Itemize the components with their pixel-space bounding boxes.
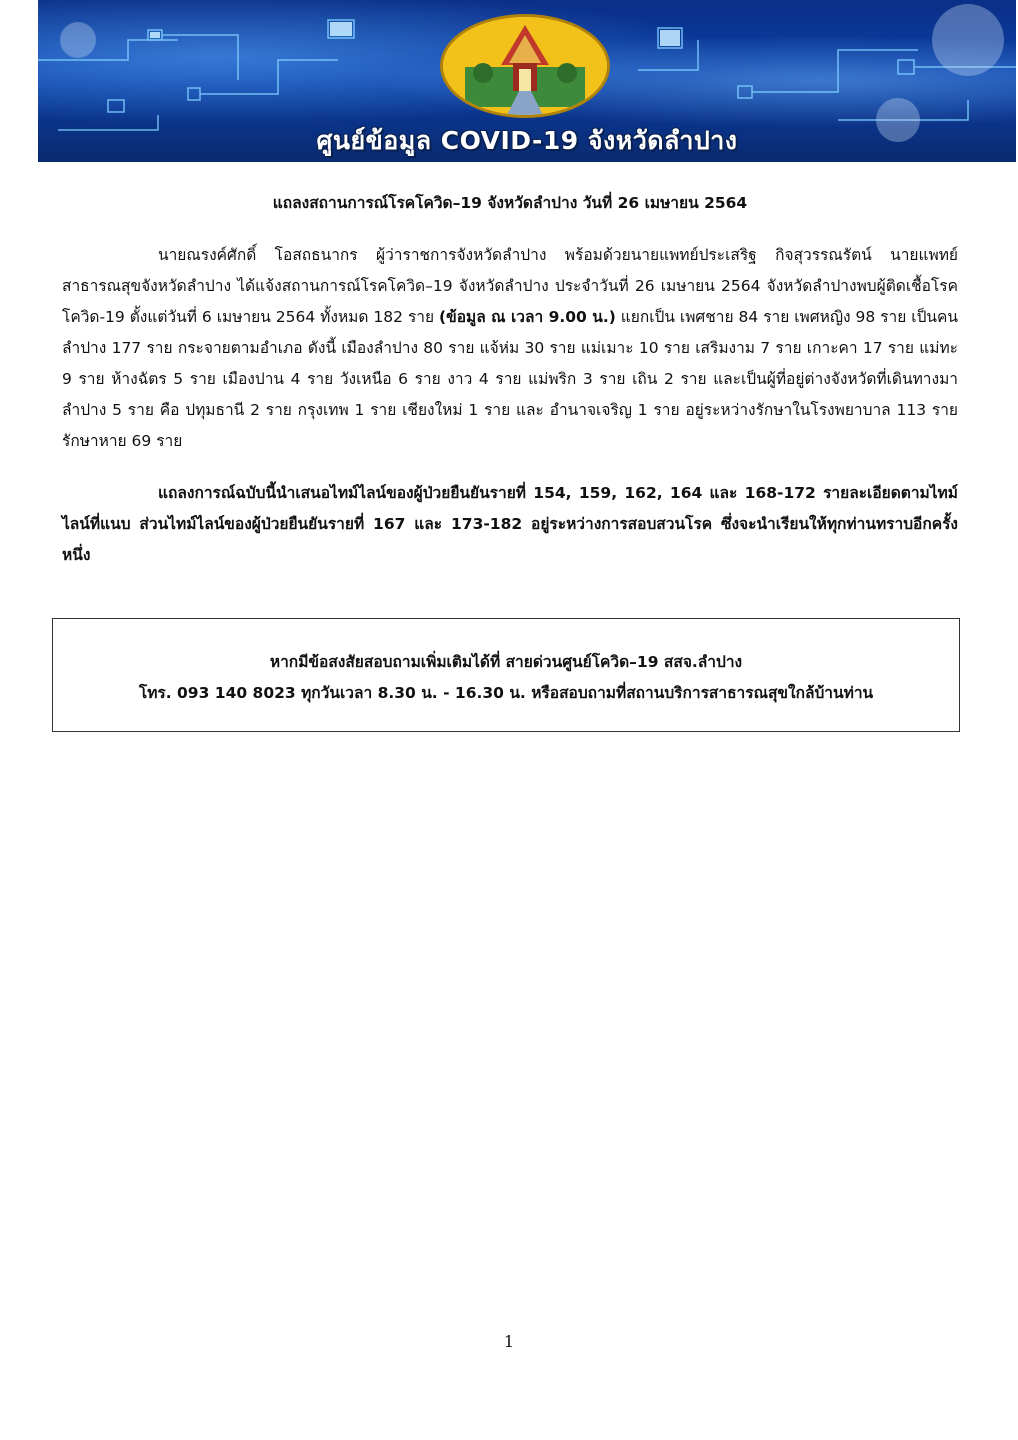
banner-title: ศูนย์ข้อมูล COVID-19 จังหวัดลำปาง [316,126,738,155]
page-number: 1 [503,1332,515,1351]
lampang-province-seal-icon [440,14,610,118]
timeline-paragraph: แถลงการณ์ฉบับนี้นำเสนอไทม์ไลน์ของผู้ป่วยยืนยันรายที่ 154, 159, 162, 164 และ 168-172 รายละเอียดตามไทม์ไลน์ที่แนบ ส่วนไทม์ไลน์ของผู้ป่วยยืนยันรายที่ 167 และ 173-182 อยู่ระหว่างการสอบสวนโรค ซึ่งจะนำเรียนให้ทุกท่านทราบอีกครั้งหนึ่ง [62,484,958,564]
hotline-line-2: โทร. 093 140 8023 ทุกวันเวลา 8.30 น. - 16.30 น. หรือสอบถามที่สถานบริการสาธารณสุขใกล้บ้านท่าน [138,684,874,702]
hotline-line-1: หากมีข้อสงสัยสอบถามเพิ่มเติมได้ที่ สายด่วนศูนย์โควิด–19 สสจ.ลำปาง [269,653,743,671]
situation-text-part2: แยกเป็น เพศชาย 84 ราย เพศหญิง 98 ราย เป็นคนลำปาง 177 ราย กระจายตามอำเภอ ดังนี้ เมืองลำปาง 80 ราย แจ้ห่ม 30 ราย แม่เมาะ 10 ราย เสริมงาม 7 ราย เกาะคา 17 ราย แม่ทะ 9 ราย ห้างฉัตร 5 ราย เมืองปาน 4 ราย วังเหนือ 6 ราย งาว 4 ราย แม่พริก 3 ราย เถิน 2 ราย และเป็นผู้ที่อยู่ต่างจังหวัดที่เดินทางมาลำปาง 5 ราย คือ ปทุมธานี 2 ราย กรุงเทพ 1 ราย เชียงใหม่ 1 ราย และ อำนาจเจริญ 1 ราย อยู่ระหว่างรักษาในโรงพยาบาล 113 ราย รักษาหาย 69 ราย [62,308,958,450]
situation-text-part1: นายณรงค์ศักดิ์ โอสถธนากร ผู้ว่าราชการจังหวัดลำปาง พร้อมด้วยนายแพทย์ประเสริฐ กิจสุวรรณรัตน์ นายแพทย์สาธารณสุขจังหวัดลำปาง ได้แจ้งสถานการณ์โรคโควิด–19 จังหวัดลำปาง ประจำวันที่ 26 เมษายน 2564 จังหวัดลำปางพบผู้ติดเชื้อโรคโควิด-19 ตั้งแต่วันที่ 6 เมษายน 2564 ทั้งหมด 182 ราย [62,246,958,326]
data-time-note: (ข้อมูล ณ เวลา 9.00 น.) [439,308,616,326]
page-title: แถลงสถานการณ์โรคโควิด–19 จังหวัดลำปาง วันที่ 26 เมษายน 2564 [272,194,748,212]
situation-paragraph [62,240,958,457]
header-banner [38,0,1016,162]
hotline-info-box [52,618,960,732]
